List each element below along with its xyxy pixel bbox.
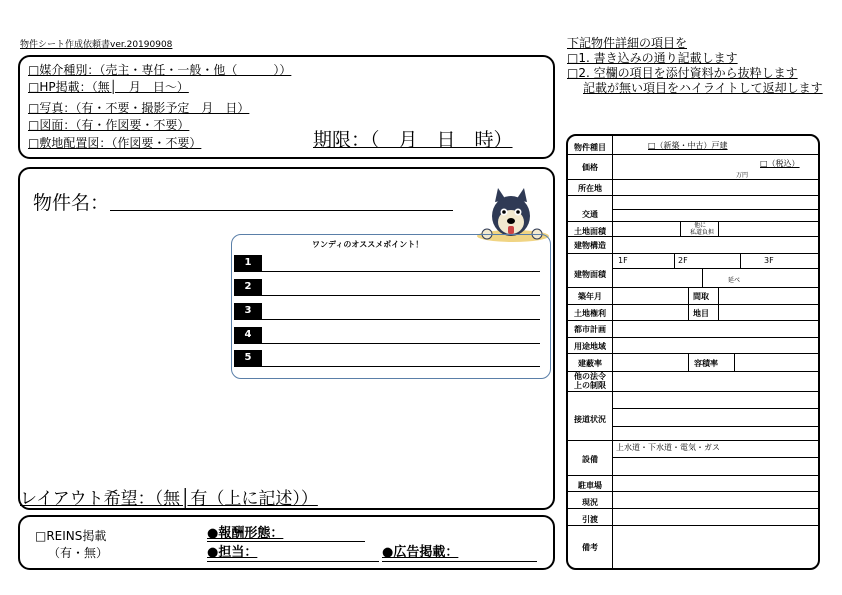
point-5-line[interactable] <box>234 366 540 367</box>
property-name-label: 物件名： <box>33 192 110 214</box>
form-title: 物件シート作成依頼書ver.20190908 <box>20 40 173 50</box>
floor-3-label: 3F <box>764 256 774 265</box>
row-transport-label: 交通 <box>582 210 598 219</box>
instruction-option-1[interactable]: □1. 書き込みの通り記載します <box>567 51 738 65</box>
type-value[interactable]: □（新築・中古）戸建 <box>648 141 728 150</box>
row-zoning-label: 用途地域 <box>574 342 606 351</box>
row-land-rights-label: 土地権利 <box>574 309 606 318</box>
row-location-label: 所在地 <box>578 184 602 193</box>
ad-listing-line <box>382 561 537 562</box>
point-5-number: 5 <box>234 350 262 366</box>
row-coverage-label: 建蔽率 <box>578 359 602 368</box>
ad-listing-field[interactable]: ●広告掲載： <box>382 545 459 560</box>
row-status-label: 現況 <box>582 498 598 507</box>
row-other-law-label <box>568 372 612 390</box>
point-3-number: 3 <box>234 303 262 319</box>
row-parking-label: 駐車場 <box>578 481 602 490</box>
facilities-value: 上水道・下水道・電気・ガス <box>616 443 720 452</box>
instruction-heading: 下記物件詳細の項目を <box>567 36 688 50</box>
row-built-label: 築年月 <box>578 292 602 301</box>
land-note-1: 他に <box>694 222 707 229</box>
row-facilities-label: 設備 <box>582 455 598 464</box>
instruction-option-2[interactable]: □2. 空欄の項目を添付資料から抜粋します <box>567 66 798 80</box>
recommend-points-box <box>231 234 551 379</box>
property-detail-table <box>566 134 820 570</box>
row-price-label: 価格 <box>582 163 598 172</box>
point-4-line[interactable] <box>234 343 540 344</box>
row-building-area-label: 建物面積 <box>574 270 606 279</box>
reins-label: □REINS掲載 <box>35 529 107 543</box>
point-1-line[interactable] <box>234 271 540 272</box>
row-road-label: 接道状況 <box>574 415 606 424</box>
property-name-line[interactable] <box>110 210 453 211</box>
floor-1-label: 1F <box>618 256 628 265</box>
point-2-line[interactable] <box>234 295 540 296</box>
row-city-planning-label: 都市計画 <box>574 325 606 334</box>
land-category-label: 地目 <box>693 309 709 318</box>
broker-type-field[interactable]: □媒介種別：（売主・専任・一般・他（ ）） <box>28 63 292 77</box>
instruction-option-2-note: 記載が無い項目をハイライトして返却します <box>583 81 823 95</box>
photo-field[interactable]: □写真：（有・不要・撮影予定 月 日） <box>28 101 250 115</box>
row-type-label: 物件種目 <box>574 143 606 152</box>
fee-type-line <box>207 541 365 542</box>
far-label: 容積率 <box>694 359 718 368</box>
point-3-line[interactable] <box>234 319 540 320</box>
reins-choice[interactable]: （有・無） <box>48 546 109 560</box>
row-remarks-label: 備考 <box>582 543 598 552</box>
point-4-number: 4 <box>234 327 262 343</box>
hp-listing-field[interactable]: □HP掲載：（無│ 月 日〜） <box>28 80 189 94</box>
floor-2-label: 2F <box>678 256 688 265</box>
point-1-number: 1 <box>234 255 262 271</box>
land-note-2: 私道負担 <box>690 229 715 236</box>
site-plan-field[interactable]: □敷地配置図：（作図要・不要） <box>28 136 202 150</box>
layout-request-field[interactable]: レイアウト希望：（無│有（上に記述）） <box>20 489 318 509</box>
row-land-area-label: 土地面積 <box>574 227 606 236</box>
layout-label: 間取 <box>693 292 709 301</box>
recommend-points-title: ワンディのオススメポイント！ <box>312 240 424 249</box>
other-law-line-1: 他の法令 <box>574 372 606 381</box>
row-delivery-label: 引渡 <box>582 515 598 524</box>
total-floor-label: 延べ <box>728 277 741 284</box>
staff-field[interactable]: ●担当： <box>207 545 258 560</box>
deadline-field[interactable]: 期限：（ 月 日 時） <box>313 129 513 151</box>
staff-line <box>207 561 379 562</box>
fee-type-field[interactable]: ●報酬形態： <box>207 526 284 541</box>
drawing-field[interactable]: □図面：（有・作図要・不要） <box>28 118 190 132</box>
price-unit: 万円 <box>736 172 749 179</box>
other-law-line-2: 上の制限 <box>574 381 606 390</box>
row-structure-label: 建物構造 <box>574 241 606 250</box>
price-tax-option[interactable]: □（税込） <box>760 159 800 168</box>
point-2-number: 2 <box>234 279 262 295</box>
